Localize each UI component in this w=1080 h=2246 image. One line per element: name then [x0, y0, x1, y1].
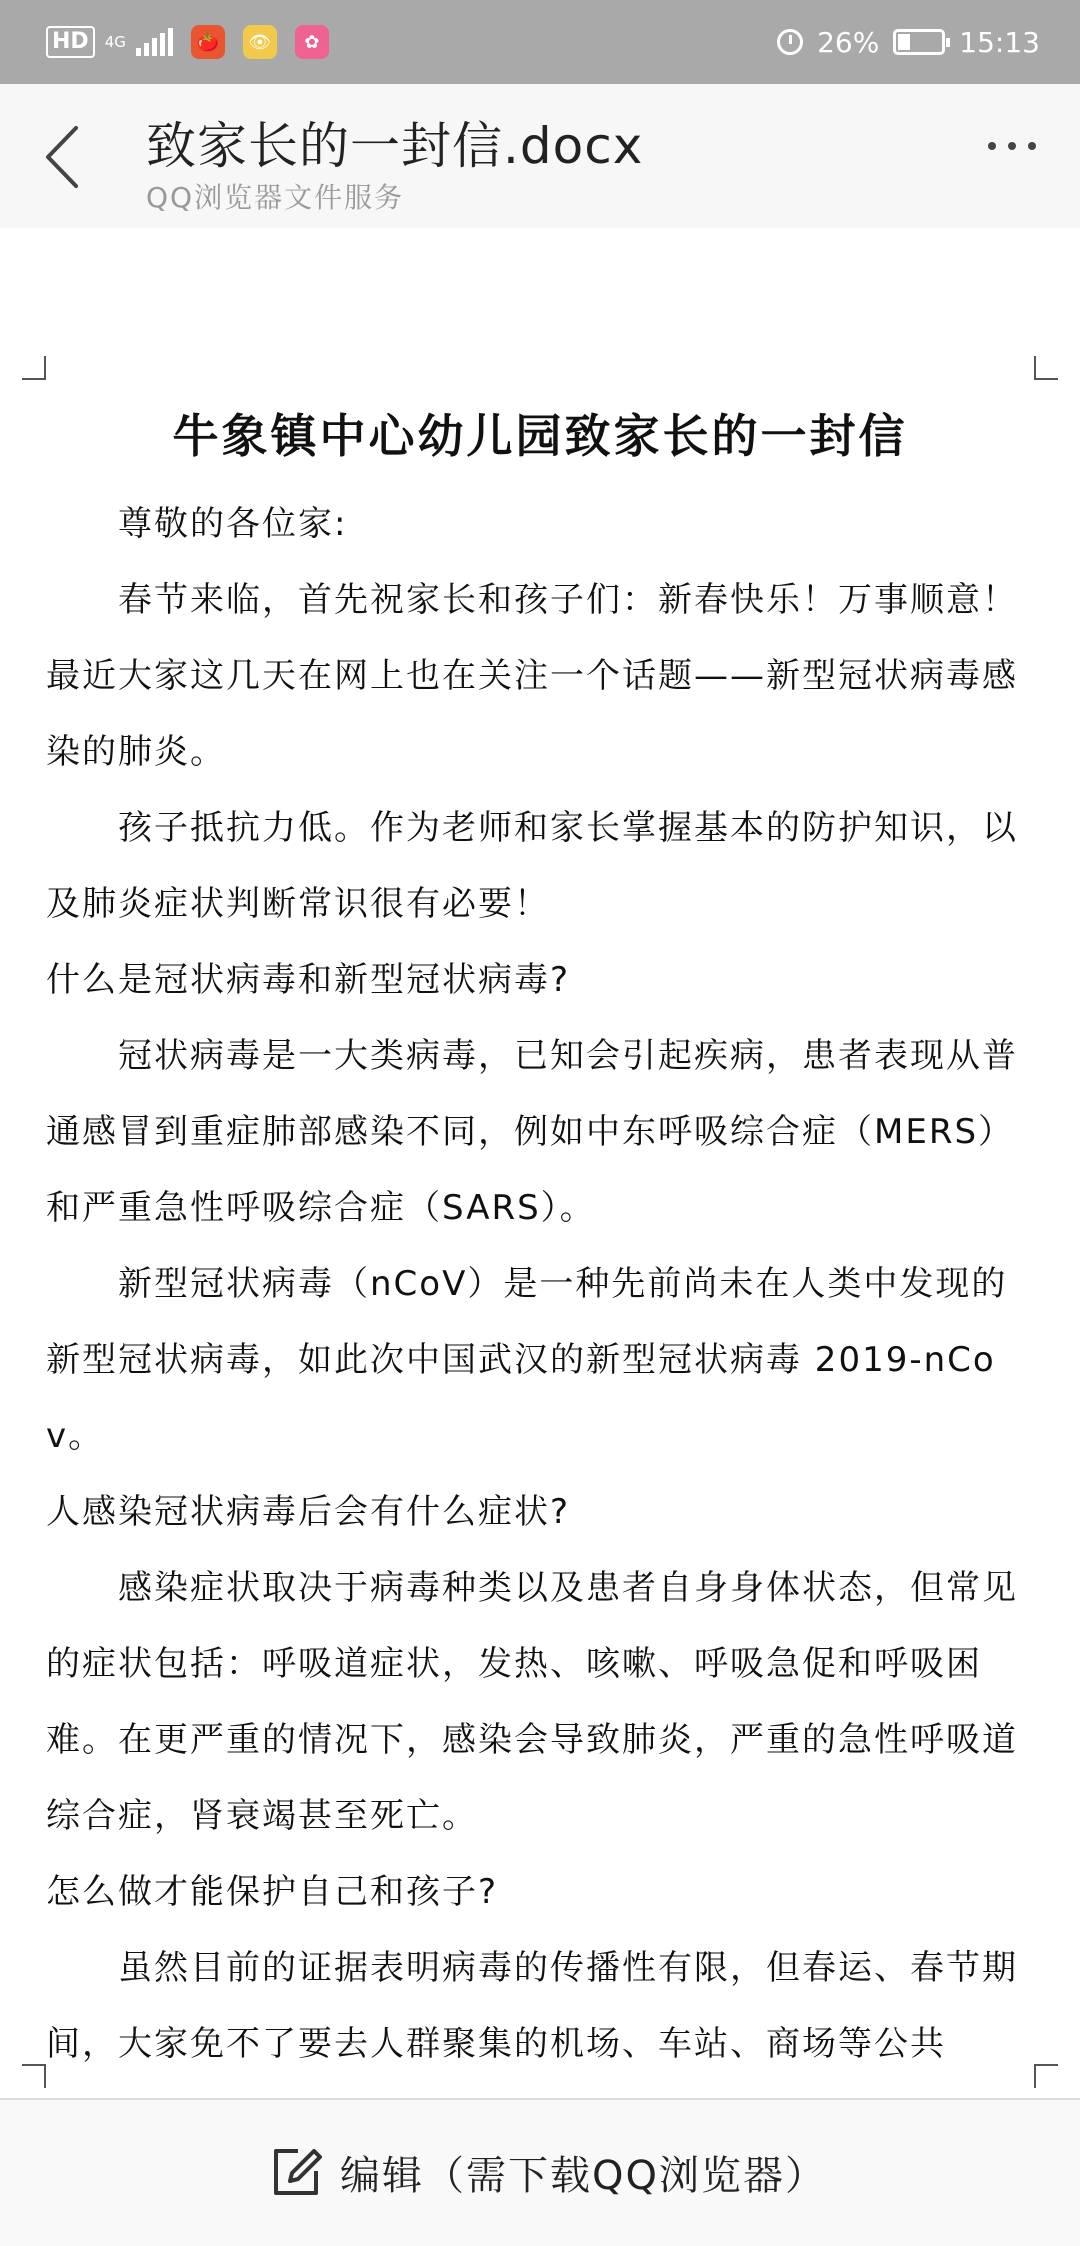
- clock: 15:13: [959, 25, 1040, 59]
- document-viewer[interactable]: [0, 228, 1080, 2098]
- edit-button-label: 编辑（需下载QQ浏览器）: [340, 2152, 827, 2199]
- signal-icon: [136, 28, 173, 56]
- status-bar: [0, 0, 1080, 84]
- app-icon-pink: ✿: [295, 25, 329, 59]
- dot-icon: [988, 142, 996, 150]
- battery-percent: 26%: [817, 25, 880, 59]
- section-heading: 怎么做才能保护自己和孩子?: [46, 1872, 499, 1912]
- edit-button[interactable]: [268, 2140, 827, 2204]
- paragraph: 春节来临，首先祝家长和孩子们：新春快乐！万事顺意！最近大家这几天在网上也在关注一个话题——新型冠状病毒感染的肺炎。: [46, 580, 1018, 772]
- back-button[interactable]: [38, 122, 98, 192]
- battery-icon: [893, 29, 945, 55]
- app-icon-red: 🍅: [191, 25, 225, 59]
- paragraph: 孩子抵抗力低。作为老师和家长掌握基本的防护知识，以及肺炎症状判断常识很有必要！: [46, 808, 1018, 924]
- paragraph: 冠状病毒是一大类病毒，已知会引起疾病，患者表现从普通感冒到重症肺部感染不同，例如中东呼吸综合症（MERS）和严重急性呼吸综合症（SARS）。: [46, 1036, 1018, 1228]
- network-type: 4G: [104, 32, 126, 51]
- document-title: 致家长的一封信.docx: [146, 117, 644, 175]
- page-corner-mark: [22, 356, 46, 380]
- bottom-bar: [0, 2098, 1080, 2246]
- status-bar-right: [777, 22, 1040, 62]
- document-body: [46, 486, 1038, 2082]
- document-subtitle: QQ浏览器文件服务: [146, 181, 405, 214]
- alarm-icon: [777, 29, 803, 55]
- dot-icon: [1008, 142, 1016, 150]
- status-bar-left: [46, 22, 329, 62]
- paragraph: 新型冠状病毒（nCoV）是一种先前尚未在人类中发现的新型冠状病毒，如此次中国武汉的新型冠状病毒 2019-nCov。: [46, 1264, 1008, 1456]
- more-options-button[interactable]: [988, 142, 1036, 150]
- section-heading: 人感染冠状病毒后会有什么症状?: [46, 1492, 571, 1532]
- document-heading: 牛象镇中心幼儿园致家长的一封信: [172, 409, 908, 463]
- paragraph: 虽然目前的证据表明病毒的传播性有限，但春运、春节期间，大家免不了要去人群聚集的机场、车站、商场等公共: [46, 1948, 1018, 2064]
- weibo-icon: 👁: [243, 25, 277, 59]
- paragraph: 感染症状取决于病毒种类以及患者自身身体状态，但常见的症状包括：呼吸道症状，发热、咳嗽、呼吸急促和呼吸困难。在更严重的情况下，感染会导致肺炎，严重的急性呼吸道综合症，肾衰竭甚至死亡。: [46, 1568, 1018, 1836]
- page-corner-mark: [22, 2064, 46, 2088]
- dot-icon: [1028, 142, 1036, 150]
- title-bar: [0, 84, 1080, 230]
- paragraph: 尊敬的各位家:: [118, 504, 348, 544]
- page-corner-mark: [1034, 356, 1058, 380]
- section-heading: 什么是冠状病毒和新型冠状病毒?: [46, 960, 571, 1000]
- chevron-left-icon: [38, 122, 98, 192]
- hd-indicator: HD: [46, 26, 95, 58]
- edit-icon: [268, 2143, 326, 2201]
